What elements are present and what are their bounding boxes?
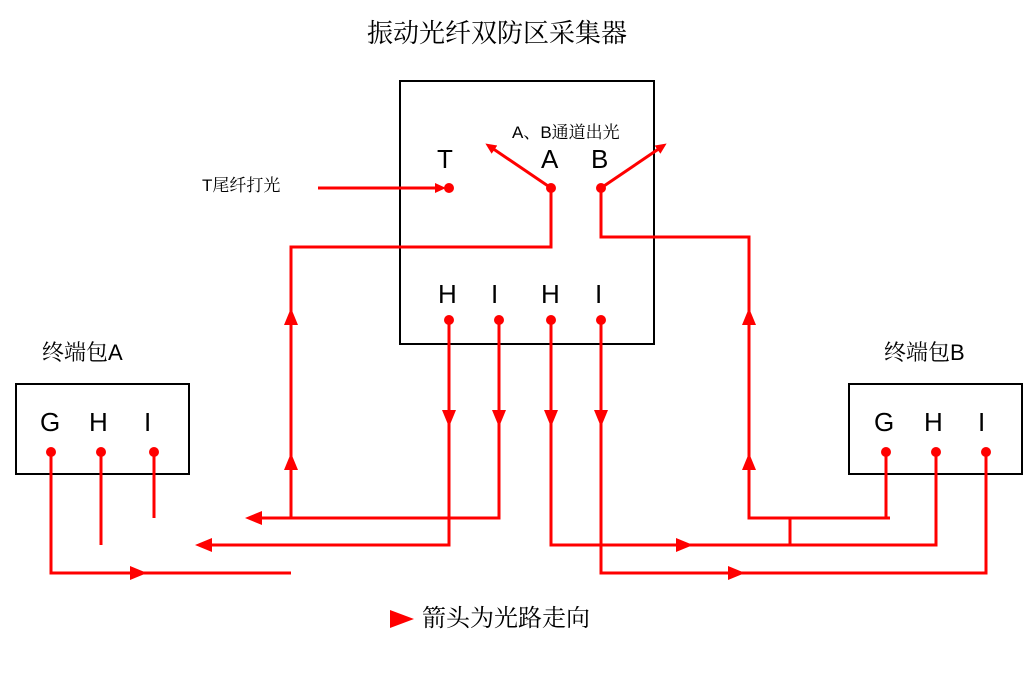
collector-port-t: T <box>437 144 453 174</box>
wire-terminal-a-g-bottom <box>51 452 291 573</box>
channels-out-annotation: A、B通道出光 <box>512 123 620 142</box>
wire-i2-to-terminal-b-i <box>601 320 986 573</box>
collector-bottom-port-i1: I <box>491 279 499 309</box>
tail-fiber-annotation: T尾纤打光 <box>202 176 281 195</box>
arrow-h1-down <box>442 410 456 427</box>
page-title: 振动光纤双防区采集器 <box>367 18 628 48</box>
legend-arrow-icon <box>390 610 414 628</box>
arrow-h2-down <box>544 410 558 427</box>
terminal-b-port-i: I <box>978 407 986 437</box>
terminal-a-port-h: H <box>89 407 108 437</box>
arrow-a-riser-up-2 <box>284 453 298 470</box>
collector-bottom-port-h2: H <box>541 279 560 309</box>
arrow-a-channel-left <box>245 511 262 525</box>
terminal-b-port-h: H <box>924 407 943 437</box>
legend-label: 箭头为光路走向 <box>422 605 590 632</box>
arrow-h2-right <box>676 538 693 552</box>
arrow-a-riser-up-1 <box>284 308 298 325</box>
terminal-a-port-i: I <box>144 407 152 437</box>
wire-a-channel-to-left <box>255 188 551 518</box>
terminal-a-label: 终端包A <box>42 340 123 365</box>
collector-bottom-port-h1: H <box>438 279 457 309</box>
wire-i1-to-left-bus <box>291 320 499 518</box>
wire-h1-to-terminal-a-h <box>205 320 449 545</box>
wire-terminal-b-h <box>790 452 936 545</box>
arrow-i2-right <box>728 566 745 580</box>
terminal-b-label: 终端包B <box>884 340 965 365</box>
wire-h2-to-right <box>551 320 790 545</box>
wire-b-out-arrow <box>601 148 660 188</box>
wire-a-out-arrow <box>492 148 551 188</box>
arrow-b-riser-up-2 <box>742 453 756 470</box>
arrow-i2-down <box>594 410 608 427</box>
port-dot-t <box>444 183 454 193</box>
arrow-b-riser-up-1 <box>742 308 756 325</box>
arrow-a-g-right <box>130 566 147 580</box>
arrow-i1-down <box>492 410 506 427</box>
collector-port-b: B <box>591 144 609 174</box>
collector-port-a: A <box>541 144 559 174</box>
terminal-b-port-g: G <box>874 407 895 437</box>
arrow-h1-left <box>195 538 212 552</box>
collector-bottom-port-i2: I <box>595 279 603 309</box>
terminal-a-port-g: G <box>40 407 61 437</box>
